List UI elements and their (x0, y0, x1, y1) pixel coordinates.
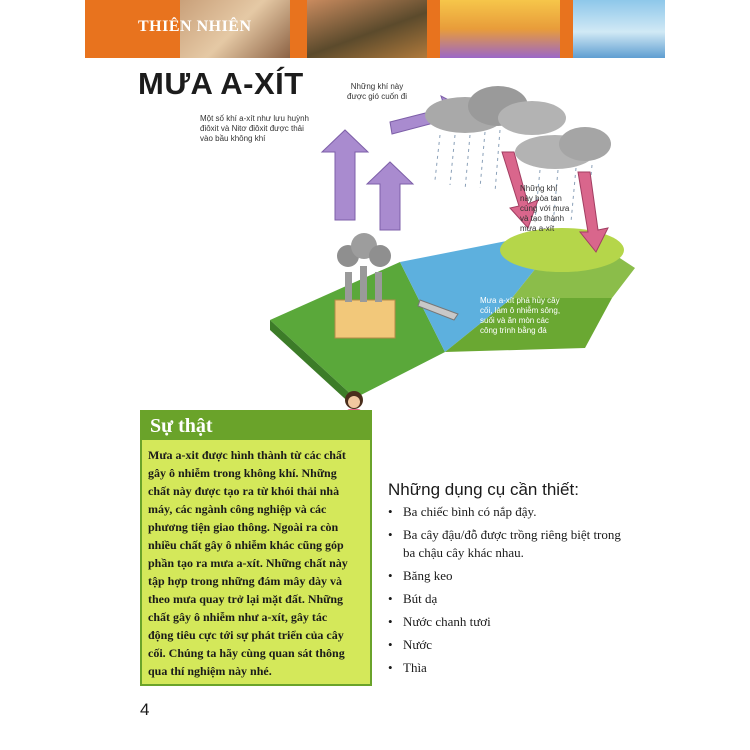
page-number: 4 (140, 700, 150, 719)
caption-line: vào bầu không khí (200, 134, 266, 143)
fact-line: phương tiện giao thông. Ngoài ra còn (148, 520, 339, 534)
caption-dissolve (520, 184, 580, 234)
fact-line: phần tạo ra mưa a-xít. Những chất này (148, 556, 348, 570)
cloud (559, 127, 611, 161)
fact-line: động tiêu cực tới sự phát triển của cây (148, 628, 344, 642)
banner-photo-girl (573, 0, 665, 58)
caption-line: Những khí này (350, 82, 404, 91)
tool-item: • Bút dạ (388, 590, 628, 608)
tool-item: • Ba chiếc bình có nắp đậy. (388, 503, 628, 521)
caption-line: công trình bằng đá (480, 326, 547, 335)
fact-box (140, 410, 372, 686)
caption-line: Mưa a-xít phá hủy cây (480, 296, 560, 305)
fact-text (148, 446, 366, 680)
caption-line: suối và ăn mòn các (480, 316, 549, 325)
fact-line: gây ô nhiễm trong không khí. Những (148, 466, 337, 480)
caption-line: cùng với mưa (520, 204, 570, 213)
fact-header (142, 412, 370, 440)
fact-line: chất gây ô nhiễm như a-xít, gây tác (148, 610, 328, 624)
caption-line: và tạo thành (520, 214, 565, 223)
tool-item: • Thìa (388, 659, 628, 677)
fact-line: cối. Chúng ta hãy cùng quan sát thông (148, 646, 345, 660)
banner-photo-box (440, 0, 560, 58)
cloud (498, 101, 566, 135)
factory-chimney (345, 272, 352, 302)
caption-line: điôxit và Nitơ điôxit được thải (200, 124, 304, 133)
caption-line: cối, làm ô nhiễm sông, (480, 306, 561, 315)
smoke (369, 245, 391, 267)
section-label: THIÊN NHIÊN (138, 18, 252, 35)
fact-line: tập hợp trong những đám mây dày và (148, 574, 343, 588)
rising-arrow (367, 162, 413, 230)
fact-line: theo mưa quay trở lại mặt đất. Những (148, 592, 344, 606)
tool-item: • Nước chanh tươi (388, 613, 628, 631)
fact-line: máy, các ngành công nghiệp và các (148, 502, 327, 516)
fact-line: Mưa a-xit được hình thành từ các chất (148, 448, 346, 462)
tools-list (388, 503, 628, 682)
fact-line: chất này được tạo ra từ khói thải nhà (148, 484, 340, 498)
hill (500, 228, 624, 272)
fact-line: qua thí nghiệm này nhé. (148, 664, 272, 678)
caption-line: được gió cuốn đi (347, 92, 407, 101)
caption-line: Một số khí a-xít như lưu huỳnh (200, 114, 309, 123)
tool-item: • Ba cây đậu/đỗ được trồng riêng biệt trong ba chậu cây khác nhau. (388, 526, 628, 562)
caption-wind (338, 82, 416, 102)
caption-line: Những khí (520, 184, 558, 193)
factory-chimney (360, 266, 367, 302)
caption-line: này hòa tan (520, 194, 562, 203)
fact-line: nhiều chất gây ô nhiễm khác cũng góp (148, 538, 344, 552)
tools-title: Những dụng cụ cần thiết: (388, 480, 579, 499)
caption-damage (480, 296, 590, 336)
factory-building (335, 300, 395, 338)
factory-chimney (375, 272, 382, 302)
tool-item: • Nước (388, 636, 628, 654)
page-title: MƯA A-XÍT (138, 66, 304, 101)
fact-title: Sự thật (150, 415, 213, 437)
caption-gases (200, 114, 340, 144)
tool-item: • Băng keo (388, 567, 628, 585)
caption-line: mưa a-xít (520, 224, 555, 233)
banner-photo-pot (307, 0, 427, 58)
